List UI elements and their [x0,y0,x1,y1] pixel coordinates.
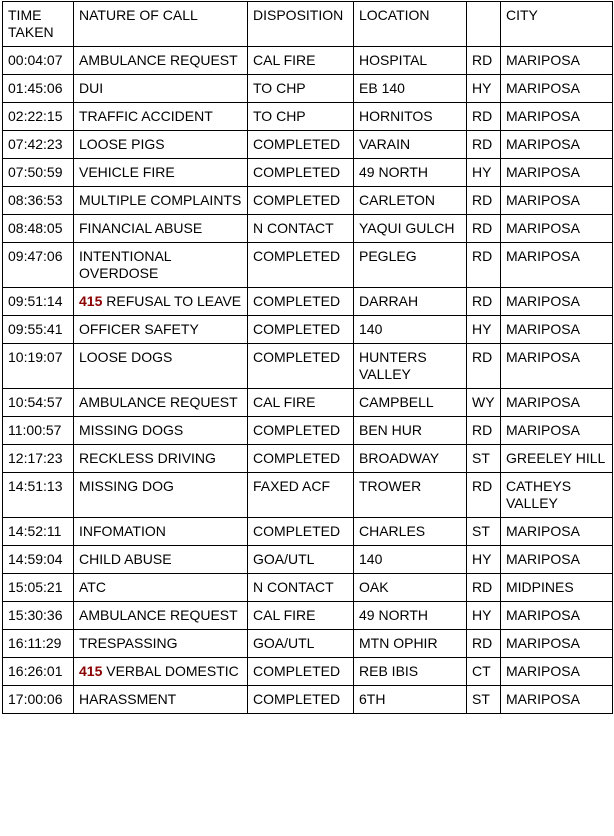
location-cell: PEGLEG [354,243,467,288]
table-row [3,215,613,243]
nature-cell [74,473,248,518]
header-nature: NATURE OF CALL [74,2,248,47]
time-cell: 10:19:07 [3,344,74,389]
location-cell: MTN OPHIR [354,630,467,658]
city-cell: MARIPOSA [501,75,613,103]
table-row [3,686,613,714]
road-type-cell: RD [467,288,501,316]
city-cell: MARIPOSA [501,602,613,630]
table-row [3,316,613,344]
time-cell: 16:11:29 [3,630,74,658]
header-city: CITY [501,2,613,47]
time-cell: 15:05:21 [3,574,74,602]
call-code: 415 [79,293,103,309]
disposition-cell: COMPLETED [248,445,354,473]
city-cell: GREELEY HILL [501,445,613,473]
table-row [3,389,613,417]
disposition-cell: GOA/UTL [248,630,354,658]
location-cell: BEN HUR [354,417,467,445]
road-type-cell: RD [467,630,501,658]
time-cell: 09:55:41 [3,316,74,344]
road-type-cell: RD [467,473,501,518]
nature-text: LOOSE PIGS [79,136,165,152]
nature-text: MISSING DOG [79,478,174,494]
city-cell: MARIPOSA [501,103,613,131]
location-cell: BROADWAY [354,445,467,473]
city-cell: MARIPOSA [501,47,613,75]
disposition-cell: COMPLETED [248,518,354,546]
road-type-cell: RD [467,344,501,389]
nature-text: AMBULANCE REQUEST [79,394,238,410]
location-cell: HUNTERS VALLEY [354,344,467,389]
nature-cell [74,630,248,658]
location-cell: DARRAH [354,288,467,316]
table-row [3,131,613,159]
time-cell: 09:47:06 [3,243,74,288]
table-row [3,546,613,574]
disposition-cell: TO CHP [248,103,354,131]
nature-cell [74,574,248,602]
nature-text: HARASSMENT [79,691,177,707]
nature-text: VEHICLE FIRE [79,164,175,180]
time-cell: 10:54:57 [3,389,74,417]
disposition-cell: N CONTACT [248,215,354,243]
table-row [3,187,613,215]
location-cell: 49 NORTH [354,159,467,187]
road-type-cell: RD [467,47,501,75]
nature-text: LOOSE DOGS [79,349,173,365]
table-row [3,288,613,316]
header-location: LOCATION [354,2,467,47]
call-log-body [3,47,613,714]
nature-cell [74,389,248,417]
location-cell: HOSPITAL [354,47,467,75]
call-code: 415 [79,663,103,679]
location-cell: EB 140 [354,75,467,103]
nature-cell [74,47,248,75]
nature-cell [74,686,248,714]
disposition-cell: COMPLETED [248,243,354,288]
time-cell: 02:22:15 [3,103,74,131]
disposition-cell: FAXED ACF [248,473,354,518]
table-row [3,445,613,473]
time-cell: 14:51:13 [3,473,74,518]
city-cell: MARIPOSA [501,389,613,417]
disposition-cell: GOA/UTL [248,546,354,574]
road-type-cell: RD [467,131,501,159]
road-type-cell: RD [467,417,501,445]
location-cell: CAMPBELL [354,389,467,417]
header-time: TIME TAKEN [3,2,74,47]
city-cell: MARIPOSA [501,658,613,686]
location-cell: REB IBIS [354,658,467,686]
city-cell: MIDPINES [501,574,613,602]
call-log-table [2,1,613,714]
nature-cell [74,602,248,630]
nature-cell [74,316,248,344]
time-cell: 07:42:23 [3,131,74,159]
nature-text: DUI [79,80,104,96]
location-cell: 49 NORTH [354,602,467,630]
time-cell: 12:17:23 [3,445,74,473]
nature-cell [74,288,248,316]
nature-cell [74,159,248,187]
table-row [3,417,613,445]
nature-cell [74,344,248,389]
time-cell: 16:26:01 [3,658,74,686]
nature-cell [74,658,248,686]
nature-cell [74,187,248,215]
location-cell: YAQUI GULCH [354,215,467,243]
location-cell: VARAIN [354,131,467,159]
header-type [467,2,501,47]
nature-cell [74,103,248,131]
disposition-cell: TO CHP [248,75,354,103]
nature-text: MULTIPLE COMPLAINTS [79,192,242,208]
nature-cell [74,417,248,445]
disposition-cell: CAL FIRE [248,602,354,630]
city-cell: CATHEYS VALLEY [501,473,613,518]
nature-text: AMBULANCE REQUEST [79,607,238,623]
disposition-cell: N CONTACT [248,574,354,602]
road-type-cell: ST [467,518,501,546]
location-cell: 140 [354,546,467,574]
disposition-cell: COMPLETED [248,187,354,215]
time-cell: 09:51:14 [3,288,74,316]
disposition-cell: COMPLETED [248,658,354,686]
nature-text: CHILD ABUSE [79,551,172,567]
nature-text: OFFICER SAFETY [79,321,199,337]
road-type-cell: HY [467,159,501,187]
time-cell: 14:59:04 [3,546,74,574]
nature-text: RECKLESS DRIVING [79,450,216,466]
location-cell: CHARLES [354,518,467,546]
table-row [3,103,613,131]
nature-cell [74,243,248,288]
nature-text: INFOMATION [79,523,166,539]
time-cell: 17:00:06 [3,686,74,714]
road-type-cell: RD [467,103,501,131]
table-row [3,602,613,630]
city-cell: MARIPOSA [501,316,613,344]
road-type-cell: CT [467,658,501,686]
city-cell: MARIPOSA [501,417,613,445]
road-type-cell: ST [467,445,501,473]
disposition-cell: COMPLETED [248,344,354,389]
city-cell: MARIPOSA [501,686,613,714]
nature-text: ATC [79,579,106,595]
nature-cell [74,546,248,574]
time-cell: 08:36:53 [3,187,74,215]
disposition-cell: COMPLETED [248,288,354,316]
road-type-cell: HY [467,75,501,103]
location-cell: CARLETON [354,187,467,215]
disposition-cell: COMPLETED [248,131,354,159]
location-cell: 6TH [354,686,467,714]
time-cell: 15:30:36 [3,602,74,630]
nature-cell [74,131,248,159]
disposition-cell: COMPLETED [248,316,354,344]
location-cell: TROWER [354,473,467,518]
location-cell: OAK [354,574,467,602]
time-cell: 00:04:07 [3,47,74,75]
nature-cell [74,518,248,546]
road-type-cell: HY [467,316,501,344]
city-cell: MARIPOSA [501,546,613,574]
nature-text: INTENTIONAL OVERDOSE [79,248,172,281]
nature-cell [74,215,248,243]
table-row [3,473,613,518]
nature-text: VERBAL DOMESTIC [106,663,239,679]
disposition-cell: COMPLETED [248,686,354,714]
table-row [3,658,613,686]
disposition-cell: CAL FIRE [248,389,354,417]
location-cell: HORNITOS [354,103,467,131]
road-type-cell: ST [467,686,501,714]
road-type-cell: RD [467,187,501,215]
road-type-cell: RD [467,574,501,602]
road-type-cell: HY [467,602,501,630]
city-cell: MARIPOSA [501,518,613,546]
table-row [3,518,613,546]
road-type-cell: WY [467,389,501,417]
location-cell: 140 [354,316,467,344]
road-type-cell: RD [467,243,501,288]
table-row [3,243,613,288]
city-cell: MARIPOSA [501,131,613,159]
nature-text: REFUSAL TO LEAVE [106,293,242,309]
table-row [3,630,613,658]
disposition-cell: COMPLETED [248,159,354,187]
city-cell: MARIPOSA [501,159,613,187]
table-row [3,159,613,187]
nature-text: TRAFFIC ACCIDENT [79,108,213,124]
table-row [3,75,613,103]
nature-text: AMBULANCE REQUEST [79,52,238,68]
city-cell: MARIPOSA [501,187,613,215]
header-row [3,2,613,47]
table-row [3,344,613,389]
time-cell: 11:00:57 [3,417,74,445]
city-cell: MARIPOSA [501,215,613,243]
time-cell: 14:52:11 [3,518,74,546]
table-row [3,47,613,75]
nature-cell [74,445,248,473]
city-cell: MARIPOSA [501,344,613,389]
time-cell: 07:50:59 [3,159,74,187]
time-cell: 08:48:05 [3,215,74,243]
time-cell: 01:45:06 [3,75,74,103]
nature-text: FINANCIAL ABUSE [79,220,203,236]
nature-text: MISSING DOGS [79,422,184,438]
table-row [3,574,613,602]
road-type-cell: HY [467,546,501,574]
city-cell: MARIPOSA [501,630,613,658]
nature-text: TRESPASSING [79,635,178,651]
city-cell: MARIPOSA [501,288,613,316]
disposition-cell: COMPLETED [248,417,354,445]
road-type-cell: RD [467,215,501,243]
disposition-cell: CAL FIRE [248,47,354,75]
city-cell: MARIPOSA [501,243,613,288]
nature-cell [74,75,248,103]
header-disposition: DISPOSITION [248,2,354,47]
